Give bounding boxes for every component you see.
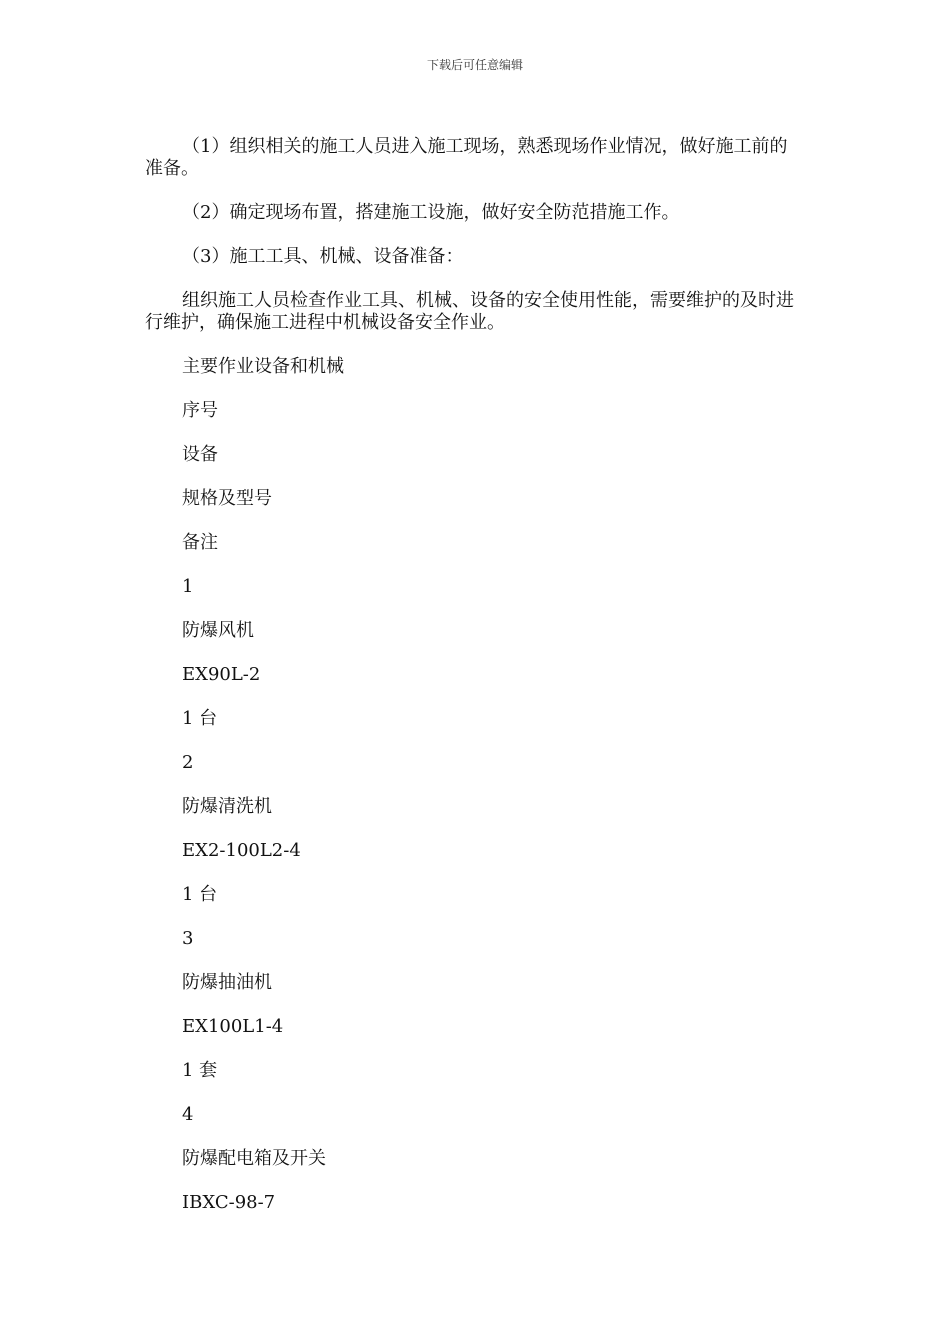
table-cell-r1-spec: EX90L-2 (182, 664, 261, 685)
paragraph-3: （3）施工工具、机械、设备准备： (182, 246, 464, 267)
page-header: 下载后可任意编辑 (426, 58, 523, 72)
table-cell-r2-device: 防爆清洗机 (182, 796, 272, 817)
paragraph-4: 组织施工人员检查作业工具、机械、设备的安全使用性能，需要维护的及时进行维护，确保施工进程中机械设备安全作业。 (145, 290, 794, 333)
paragraph-2: （2）确定现场布置，搭建施工设施，做好安全防范措施工作。 (182, 202, 680, 223)
table-cell-r4-spec: IBXC-98-7 (182, 1192, 276, 1213)
table-cell-r4-device: 防爆配电箱及开关 (182, 1148, 326, 1169)
table-header-cell-spec: 规格及型号 (182, 488, 272, 509)
table-cell-r3-spec: EX100L1-4 (182, 1016, 284, 1037)
table-cell-r2-note: 1 台 (182, 884, 218, 905)
table-header-cell-seq: 序号 (182, 400, 218, 421)
table-cell-r4-seq: 4 (182, 1104, 194, 1125)
table-cell-r1-device: 防爆风机 (182, 620, 254, 641)
table-header-cell-device: 设备 (182, 444, 218, 465)
table-cell-r1-seq: 1 (182, 576, 194, 597)
table-cell-r3-seq: 3 (182, 928, 194, 949)
table-header-cell-note: 备注 (182, 532, 218, 553)
document-body (145, 136, 805, 1236)
paragraph-1: （1）组织相关的施工人员进入施工现场，熟悉现场作业情况，做好施工前的准备。 (145, 136, 788, 179)
table-cell-r2-seq: 2 (182, 752, 194, 773)
table-cell-r2-spec: EX2-100L2-4 (182, 840, 301, 861)
table-cell-r3-note: 1 套 (182, 1060, 218, 1081)
table-cell-r3-device: 防爆抽油机 (182, 972, 272, 993)
table-cell-r1-note: 1 台 (182, 708, 218, 729)
table-title: 主要作业设备和机械 (182, 356, 344, 377)
